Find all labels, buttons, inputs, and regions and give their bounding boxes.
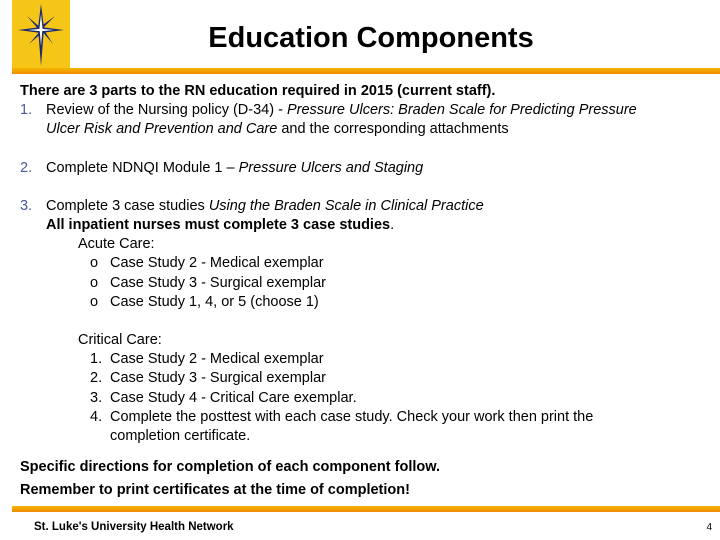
list-number: 1. (20, 102, 33, 119)
page-number: 4 (706, 522, 712, 533)
critical-item-2 (20, 369, 710, 388)
critical-item-4 (20, 408, 710, 427)
list-number: 3. (90, 389, 103, 406)
bullet-icon: o (90, 293, 99, 310)
acute-item-text: Case Study 1, 4, or 5 (choose 1) (110, 293, 319, 310)
list-number: 1. (90, 351, 103, 368)
list-number: 4. (90, 408, 103, 425)
list-item-3-note (20, 216, 710, 235)
critical-care-colon: : (157, 332, 162, 349)
footer-divider (12, 506, 720, 512)
item2-italic: Pressure Ulcers and Staging (238, 159, 424, 176)
critical-item-text: Complete the posttest with each case study. Check your work then print the (110, 408, 594, 425)
item3-text: Complete 3 case studies (46, 197, 209, 214)
list-item-3 (20, 197, 710, 216)
item1-italic: Pressure Ulcers: Braden Scale for Predicting Pressure (286, 102, 637, 119)
list-item-2 (20, 159, 710, 178)
critical-item-3 (20, 389, 710, 408)
item1-text: Review of the Nursing policy (D-34) - (46, 102, 287, 119)
item1-text-cont: and the corresponding attachments (277, 121, 509, 138)
critical-care-label: Critical Care (78, 332, 158, 349)
list-number: 2. (90, 370, 103, 387)
list-number: 2. (20, 159, 33, 176)
footer-org: St. Luke's University Health Network (34, 521, 234, 533)
item1-italic-cont: Ulcer Risk and Prevention and Care (46, 121, 278, 138)
bullet-icon: o (90, 274, 99, 291)
critical-item-1 (20, 350, 710, 369)
acute-care-label: Acute Care (78, 236, 151, 253)
critical-item-4-cont: completion certificate. (110, 428, 251, 445)
list-item-1 (20, 101, 710, 120)
critical-care-heading (20, 331, 710, 350)
list-number: 3. (20, 197, 33, 214)
acute-item-2 (20, 274, 710, 293)
slide-title: Education Components (208, 22, 534, 54)
acute-item-3 (20, 293, 710, 312)
slide-body (20, 82, 710, 501)
critical-item-text: Case Study 3 - Surgical exemplar (110, 370, 326, 387)
closing-line-2: Remember to print certificates at the time of completion! (20, 482, 410, 499)
bullet-icon: o (90, 255, 99, 272)
acute-item-1 (20, 254, 710, 273)
item3-note-end: . (390, 217, 395, 234)
list-item-1-cont (20, 120, 710, 139)
title-divider (12, 68, 720, 74)
intro-text: There are 3 parts to the RN education required in 2015 (current staff). (20, 83, 496, 99)
critical-item-text: Case Study 4 - Critical Care exemplar. (110, 389, 357, 406)
item2-text: Complete NDNQI Module 1 – (46, 159, 239, 176)
critical-item-text: Case Study 2 - Medical exemplar (110, 351, 324, 368)
closing-line-1: Specific directions for completion of each component follow. (20, 459, 441, 476)
acute-care-heading (20, 235, 710, 254)
acute-care-colon: : (150, 236, 155, 253)
item3-italic: Using the Braden Scale in Clinical Practice (208, 197, 484, 214)
item3-note-bold: All inpatient nurses must complete 3 case studies (46, 217, 391, 234)
acute-item-text: Case Study 3 - Surgical exemplar (110, 274, 326, 291)
acute-item-text: Case Study 2 - Medical exemplar (110, 255, 324, 272)
slide-footer (0, 506, 720, 540)
